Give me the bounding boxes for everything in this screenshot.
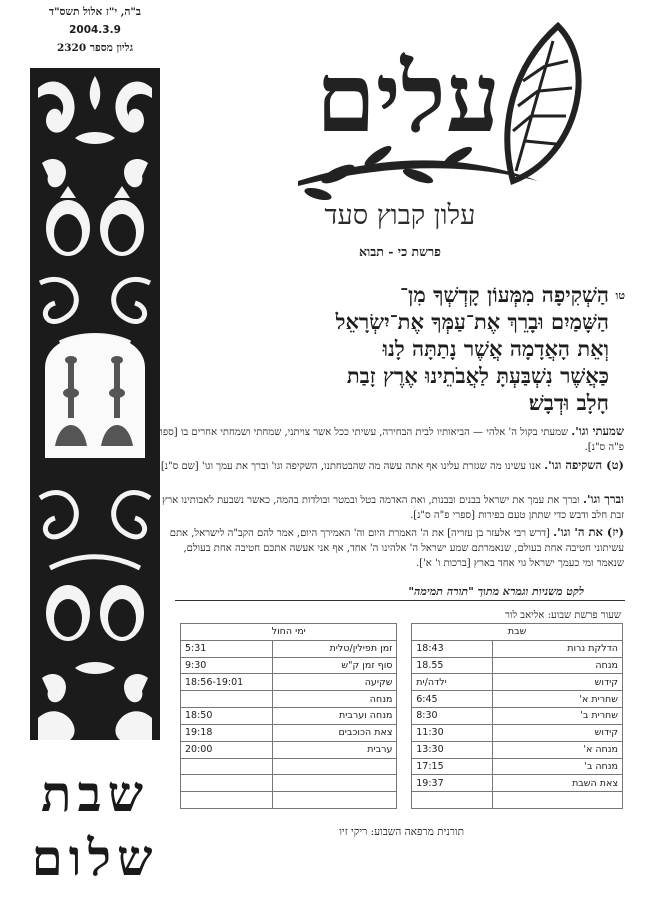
- weekday-time: [181, 792, 273, 809]
- shabbat-time: 8:30: [412, 708, 493, 725]
- table-row: [181, 792, 623, 809]
- weekday-time: 20:00: [181, 741, 273, 758]
- table-row: [181, 775, 623, 792]
- verse-line: וְאֵת הָאֲדָמָה אֲשֶׁר נָתַתָּה לָנוּ: [382, 336, 609, 361]
- shabbat-time: 6:45: [412, 691, 493, 708]
- commentary-text: אנו עשינו מה שגזרת עלינו אף אתה עשה מה שהבטחתנו, השקיפה וגו' וברך את עמך וגו' [שם ס"נ].: [157, 461, 545, 472]
- verse-line: הַשְׁקִיפָה מִמְּעוֹן קָדְשְׁךָ מִן־: [400, 282, 609, 307]
- verse-number: טו: [615, 289, 625, 302]
- shabbat-time: 19:37: [412, 775, 493, 792]
- weekday-time: 18:50: [181, 708, 273, 725]
- parasha-title: פרשת כי - תבוא: [359, 244, 441, 259]
- shabbat-time: 13:30: [412, 741, 493, 758]
- weekday-label: סוף זמן ק"ש: [273, 657, 397, 674]
- weekday-time: 18:56-19:01: [181, 674, 273, 691]
- shabbat-greeting-line1: שבת: [41, 764, 149, 823]
- verse-text: [229, 281, 609, 416]
- source-credit: לקט משניות וגמרא מתוך "תורה תמימה": [408, 585, 584, 598]
- table-row: [181, 624, 623, 641]
- weekday-time: [181, 691, 273, 708]
- table-row: [181, 708, 623, 725]
- shabbat-label: מנחה ב': [493, 758, 623, 775]
- commentary-lead: (יז) את ה' וגו'.: [553, 525, 624, 539]
- date-gregorian: 2004.3.9: [69, 24, 121, 36]
- shabbat-label: קידוש: [493, 674, 623, 691]
- shabbat-label: מנחה: [493, 657, 623, 674]
- decorative-border-panel: [30, 68, 160, 740]
- table-row: [181, 657, 623, 674]
- weekday-time: 9:30: [181, 657, 273, 674]
- weekday-time: [181, 775, 273, 792]
- shabbat-label: שחרית א': [493, 691, 623, 708]
- table-row: [181, 758, 623, 775]
- weekday-header: ימי החול: [181, 624, 397, 641]
- clinic-duty-note: תורנית מרפאה השבוע: ריקי זיו: [339, 826, 464, 838]
- shabbat-label: הדלקת נרות: [493, 640, 623, 657]
- table-row: [181, 691, 623, 708]
- commentary-lead: שמעתי וגו'.: [571, 424, 624, 438]
- table-row: [181, 724, 623, 741]
- verse-line: הַשָּׁמַיִם וּבָרֵךְ אֶת־עַמְּךָ אֶת־יִשְׂרָאֵל: [335, 309, 609, 334]
- shabbat-time: 11:30: [412, 724, 493, 741]
- weekday-label: שקיעה: [273, 674, 397, 691]
- weekday-label: צאת הכוכבים: [273, 724, 397, 741]
- weekday-label: [273, 758, 397, 775]
- commentary-text: וברך את עמך את ישראל בבנים ובבנות, ואת האדמה בטל ובמטר ובולדות בהמה, כאשר נשבעת לאבותינו ארץ זבת חלב ודבש כדי שתתן טעם בפירות [ספרי פ"ה ס"נ].: [162, 495, 624, 521]
- weekday-label: ערבית: [273, 741, 397, 758]
- weekday-time: 19:18: [181, 724, 273, 741]
- commentary-paragraph: [154, 525, 624, 571]
- weekday-label: [273, 792, 397, 809]
- commentary-paragraph: [154, 492, 624, 523]
- weekday-time: [181, 758, 273, 775]
- verse-line: חָלָב וּדְבָשׁ׃: [528, 390, 609, 415]
- table-row: [181, 674, 623, 691]
- commentary-lead: (ט) השקיפה וגו'.: [544, 458, 624, 472]
- masthead-logo: [258, 6, 598, 206]
- table-row: [181, 640, 623, 657]
- shabbat-label: שחרית ב': [493, 708, 623, 725]
- commentary-paragraph: [154, 458, 624, 474]
- issue-number: גליון מספר 2320: [56, 42, 134, 54]
- weekday-label: מנחה וערבית: [273, 708, 397, 725]
- shabbat-greeting-line2: שלום: [31, 828, 159, 887]
- date-hebrew: ב"ה, י"ז אלול תשס"ד: [49, 6, 141, 18]
- commentary-paragraph: [154, 424, 624, 455]
- logo-text: עלים: [315, 41, 501, 154]
- verse-line: כַּאֲשֶׁר נִשְׁבַּעְתָּ לַאֲבֹתֵינוּ אֶרֶץ זָבַת: [346, 363, 609, 388]
- shabbat-label: מנחה א': [493, 741, 623, 758]
- shabbat-header: שבת: [412, 624, 623, 641]
- commentary-text: שמעתי בקול ה' אלהי — הביאותיו לבית הבחירה, עשיתי ככל אשר צויתני, שמחתי ושמחתי אחרים בו [ספרי פ"ה ס"נ].: [155, 427, 624, 453]
- newsletter-subtitle: עלון קבוץ סעד: [324, 200, 476, 231]
- weekday-label: [273, 775, 397, 792]
- shabbat-label: קידוש: [493, 724, 623, 741]
- shabbat-time: 17:15: [412, 758, 493, 775]
- leaf-icon: [507, 26, 578, 181]
- weekly-lecture: שעור פרשת שבוע: אליאב לור: [504, 610, 621, 621]
- weekday-label: מנחה: [273, 691, 397, 708]
- weekday-time: 5:31: [181, 640, 273, 657]
- weekday-label: זמן תפילין/טלית: [273, 640, 397, 657]
- commentary-text: [דרש רבי אלעזר בן עזריה] את ה' האמרת היום וה' האמירך היום, אמר להם הקב"ה לישראל, אתם עשיתוני חטיבה אחת בעולם, שנאמרתם שמע ישראל ה' אלהינו ה' אחד, אף אני אעשה אתכם חטיבה אחת בעולם, שנאמר ומי כעמך ישראל גוי אחד בארץ [ברכות ו' א'].: [169, 528, 624, 569]
- divider: [175, 600, 625, 601]
- commentary-lead: וברך וגו'.: [583, 492, 624, 506]
- shabbat-time: 18:43: [412, 640, 493, 657]
- shabbat-time: 18.55: [412, 657, 493, 674]
- shabbat-label: צאת השבת: [493, 775, 623, 792]
- prayer-schedule-table: [180, 623, 623, 809]
- table-row: [181, 741, 623, 758]
- shabbat-time: ילדה/ית: [412, 674, 493, 691]
